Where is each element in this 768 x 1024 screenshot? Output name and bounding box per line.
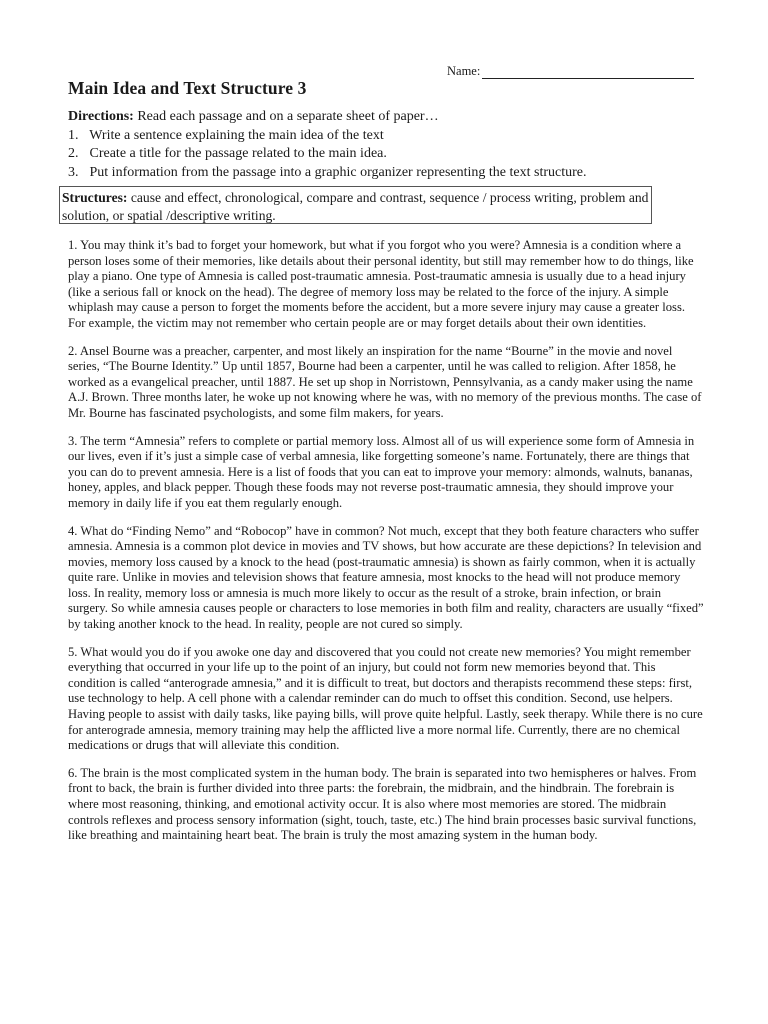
structures-box xyxy=(59,186,652,224)
page-title: Main Idea and Text Structure 3 xyxy=(68,78,307,98)
directions-intro xyxy=(68,108,668,127)
structures-text: cause and effect, chronological, compare and contrast, sequence / process writing, problem and solution, or spatial /descriptive writing. xyxy=(62,190,649,223)
directions-step xyxy=(68,145,668,164)
directions-step xyxy=(68,127,668,146)
passage-6: 6. The brain is the most complicated system in the human body. The brain is separated into two hemispheres or halves. From front to back, the brain is further divided into three parts: the forebrain, the midbrain, and the hindbrain. The forebrain is where most reasoning, thinking, and emotional activity occur. It is also where most memories are stored. The midbrain controls reflexes and process sensory information (sight, touch, taste, etc.) The hind brain processes basic survival functions, like breathing and maintaining heart beat. The brain is truly the most amazing system in the human body. xyxy=(68,765,697,843)
step-text: Put information from the passage into a graphic organizer representing the text structure. xyxy=(89,164,587,180)
directions-steps xyxy=(68,127,668,183)
passage-2: 2. Ansel Bourne was a preacher, carpenter, and most likely an inspiration for the name “Bourne” in the movie and novel series, “The Bourne Identity.” Up until 1857, Bourne had been a carpenter, until he was called to religion. After 1858, he worked as a evangelical preacher, until 1887. He set up shop in Norristown, Pennsylvania, as a candy maker using the name A.J. Brown. Three months later, he woke up not knowing where he was, with no memory of the previous months. The case of Mr. Bourne has fascinated psychologists, and some film makers, for years. xyxy=(68,343,702,420)
step-number: 3. xyxy=(68,164,79,180)
passage-4: 4. What do “Finding Nemo” and “Robocop” have in common? Not much, except that they both feature characters who suffer amnesia. Amnesia is a common plot device in movies and TV shows, but how accurate are these depictions? In television and movies, memory loss caused by a knock to the head (post-traumatic amnesia) is shown as fairly common, when it is actually quite rare. Unlike in movies and television shows that feature amnesia, most knocks to the head will not produce memory loss. In reality, memory loss or amnesia is much more likely to occur as the result of a stroke, brain infection, or brain surgery. So while amnesia causes people or characters to lose memories in both film and reality, characters are usually “fixed” by taking another knock to the head. In reality, people are not cured so simply. xyxy=(68,523,704,632)
passage-3: 3. The term “Amnesia” refers to complete or partial memory loss. Almost all of us will experience some form of Amnesia in our lives, even if it’s just a simple case of verbal amnesia, like forgetting someone’s name. Fortunately, there are things that you can do to prevent amnesia. Here is a list of foods that you can eat to improve your memory: almonds, walnuts, bananas, honey, apples, and black pepper. Though these foods may not reverse post-traumatic amnesia, they should improve your memory in daily life if you eat them regularly enough. xyxy=(68,433,695,510)
directions-text: Read each passage and on a separate sheet of paper… xyxy=(133,109,439,124)
name-blank-line xyxy=(482,65,694,79)
passage-5: 5. What would you do if you awoke one day and discovered that you could not create new memories? You might remember everything that occurred in your life up to the point of an injury, but could not form new memories beyond that. This condition is called “anterograde amnesia,” and it is difficult to treat, but doctors and therapists recommend these steps: first, use technology to help. A cell phone with a calendar reminder can do much to offset this condition. Second, use helpers. Having people to assist with daily tasks, like paying bills, will prove quite helpful. Lastly, seek therapy. While there is no cure for anterograde amnesia, memory training may help the afflicted live a more normal life. Currently, there are no chemical medications or drugs that will alleviate this condition. xyxy=(68,644,703,753)
name-label: Name: xyxy=(447,64,481,78)
passage-1: 1. You may think it’s bad to forget your homework, but what if you forgot who you were? Amnesia is a condition where a person loses some of their memories, like details about their personal identity, but still may remember how to do things, like play a piano. One type of Amnesia is called post-traumatic amnesia. Post-traumatic amnesia is usually due to a head injury (like a serious fall or knock on the head). The degree of memory loss may be related to the force of the injury. A simple whiplash may cause a person to forget the moments before the accident, but a more severe injury may cause a greater loss. For example, the victim may not remember who certain people are or may forget details about their own identities. xyxy=(68,238,694,330)
passages-list xyxy=(68,238,704,856)
directions-label: Directions: xyxy=(68,109,134,124)
step-number: 1. xyxy=(68,127,79,143)
directions-step xyxy=(68,164,668,183)
structures-label: Structures: xyxy=(62,190,128,205)
directions-section xyxy=(68,108,668,182)
name-field xyxy=(447,64,694,79)
step-text: Create a title for the passage related to the main idea. xyxy=(89,146,387,161)
step-text: Write a sentence explaining the main idea of the text xyxy=(89,127,384,143)
step-number: 2. xyxy=(68,146,79,161)
